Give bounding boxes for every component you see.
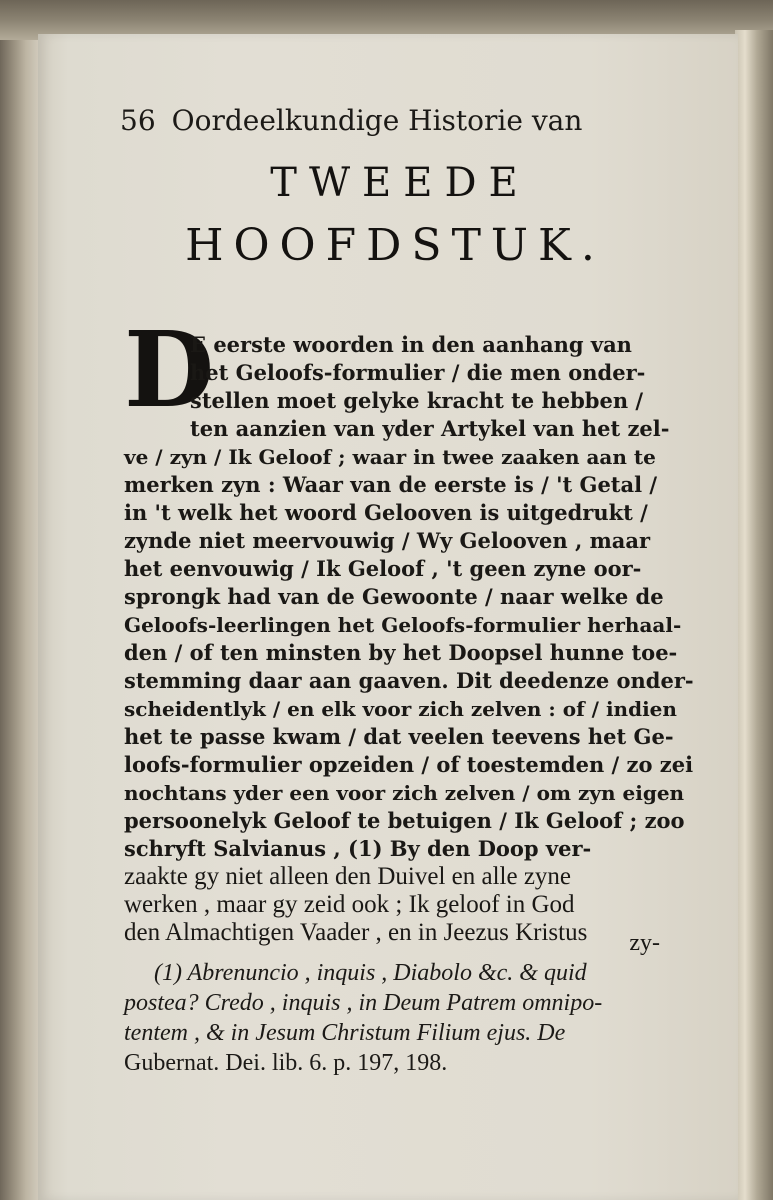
page-number: 56	[120, 104, 156, 137]
body-line: persoonelyk Geloof te betuigen / Ik Geloof ; zoo	[124, 808, 685, 833]
body-line: het Geloofs-formulier / die men onder-	[190, 360, 646, 385]
body-line: zynde niet meervouwig / Wy Gelooven , maar	[124, 528, 651, 553]
running-header	[120, 104, 620, 144]
body-line: het te passe kwam / dat veelen teevens het Ge-	[124, 724, 674, 749]
body-line: schryft Salvianus , (1) By den Doop ver-	[124, 836, 592, 861]
footnote-line: (1) Abrenuncio , inquis , Diabolo &c. & quid	[154, 960, 587, 986]
running-title: Oordeelkundige Historie van	[171, 104, 583, 137]
body-line: E eerste woorden in den aanhang van	[190, 332, 632, 357]
body-line: stemming daar aan gaaven. Dit deedenze onder-	[124, 668, 694, 693]
body-line: Geloofs-leerlingen het Geloofs-formulier herhaal-	[124, 613, 682, 637]
body-line: scheidentlyk / en elk voor zich zelven : of / indien	[124, 697, 677, 721]
body-line: den Almachtigen Vaader , en in Jeezus Kristus	[124, 919, 588, 946]
body-line: het eenvouwig / Ik Geloof , 't geen zyne oor-	[124, 556, 642, 581]
body-line: werken , maar gy zeid ook ; Ik geloof in God	[124, 891, 575, 918]
catchword: zy-	[629, 930, 660, 956]
body-line: sprongk had van de Gewoonte / naar welke de	[124, 584, 664, 609]
chapter-title-line1: TWEEDE	[270, 160, 530, 206]
body-line: den / of ten minsten by het Doopsel hunne toe-	[124, 640, 678, 665]
body-line: nochtans yder een voor zich zelven / om zyn eigen	[124, 781, 685, 805]
body-line: in 't welk het woord Gelooven is uitgedrukt /	[124, 500, 648, 525]
drop-cap: D	[124, 308, 215, 431]
footnote-line: Gubernat. Dei. lib. 6. p. 197, 198.	[124, 1050, 448, 1076]
body-line: merken zyn : Waar van de eerste is / 't Getal /	[124, 472, 658, 497]
body-line: zaakte gy niet alleen den Duivel en alle zyne	[124, 863, 572, 890]
chapter-title-line2: HOOFDSTUK.	[185, 220, 605, 271]
footnote-line: postea? Credo , inquis , in Deum Patrem omnipo-	[124, 990, 603, 1016]
body-line: ve / zyn / Ik Geloof ; waar in twee zaaken aan te	[124, 445, 656, 469]
body-line: loofs-formulier opzeiden / of toestemden / zo zei	[124, 752, 694, 777]
body-line: ten aanzien van yder Artykel van het zel-	[190, 416, 670, 441]
book-right-edge	[735, 30, 773, 1200]
body-line: stellen moet gelyke kracht te hebben /	[190, 388, 644, 413]
footnote-line: tentem , & in Jesum Christum Filium ejus. De	[124, 1020, 566, 1046]
